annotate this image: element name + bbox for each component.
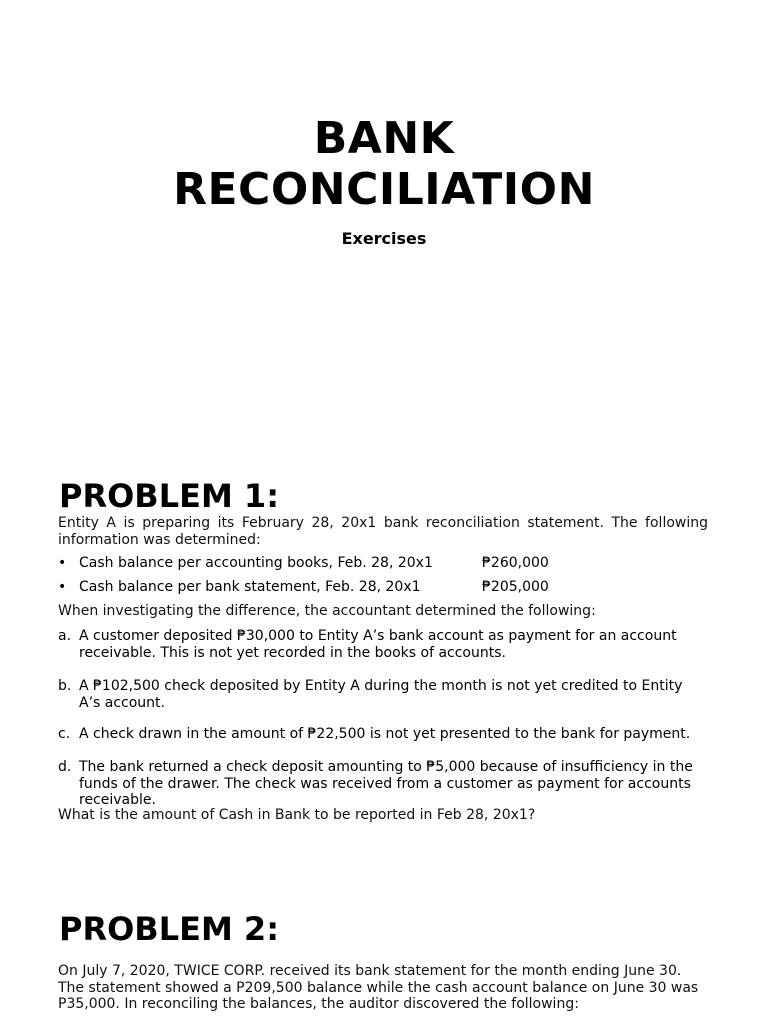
bullet-label: Cash balance per bank statement, Feb. 28, 20x1 [79, 579, 421, 595]
item-marker: c. [58, 726, 71, 742]
item-marker: b. [58, 678, 72, 694]
item-text: A check drawn in the amount of ₱22,500 is not yet presented to the bank for payment. [79, 726, 691, 742]
item-marker: d. [58, 759, 72, 775]
list-item [58, 726, 708, 743]
problem-1-heading: PROBLEM 1: [59, 477, 279, 515]
item-marker: a. [58, 628, 72, 644]
bullet-amount: ₱260,000 [482, 555, 549, 571]
bullet-marker: • [58, 579, 67, 595]
problem-1-lead: When investigating the difference, the accountant determined the following: [58, 603, 596, 619]
item-text: The bank returned a check deposit amounting to ₱5,000 because of insufficiency in the funds of the drawer. The check was received from a customer as payment for accounts receivable. [79, 759, 693, 808]
bullet-marker: • [58, 555, 67, 571]
item-text: A ₱102,500 check deposited by Entity A during the month is not yet credited to Entity A’s account. [79, 678, 683, 711]
problem-2-heading: PROBLEM 2: [59, 910, 279, 948]
problem-2-intro: On July 7, 2020, TWICE CORP. received its bank statement for the month ending June 30. The statement showed a P209,500 balance while the cash account balance on June 30 was P35,000. In reconciling the balances, the auditor discovered the following: [58, 963, 699, 1012]
bullet-label: Cash balance per accounting books, Feb. 28, 20x1 [79, 555, 433, 571]
problem-1-intro: Entity A is preparing its February 28, 20x1 bank reconciliation statement. The following information was determined: [58, 515, 708, 548]
list-item [58, 678, 708, 711]
list-item [58, 628, 708, 661]
item-text: A customer deposited ₱30,000 to Entity A’s bank account as payment for an account receivable. This is not yet recorded in the books of accounts. [79, 628, 677, 661]
document-subtitle: Exercises [341, 229, 427, 248]
bullet-amount: ₱205,000 [482, 579, 549, 595]
problem-1-question: What is the amount of Cash in Bank to be reported in Feb 28, 20x1? [58, 807, 536, 823]
document-title-line-1: BANK [313, 113, 455, 164]
list-item [58, 759, 708, 809]
document-title-line-2: RECONCILIATION [173, 164, 595, 215]
